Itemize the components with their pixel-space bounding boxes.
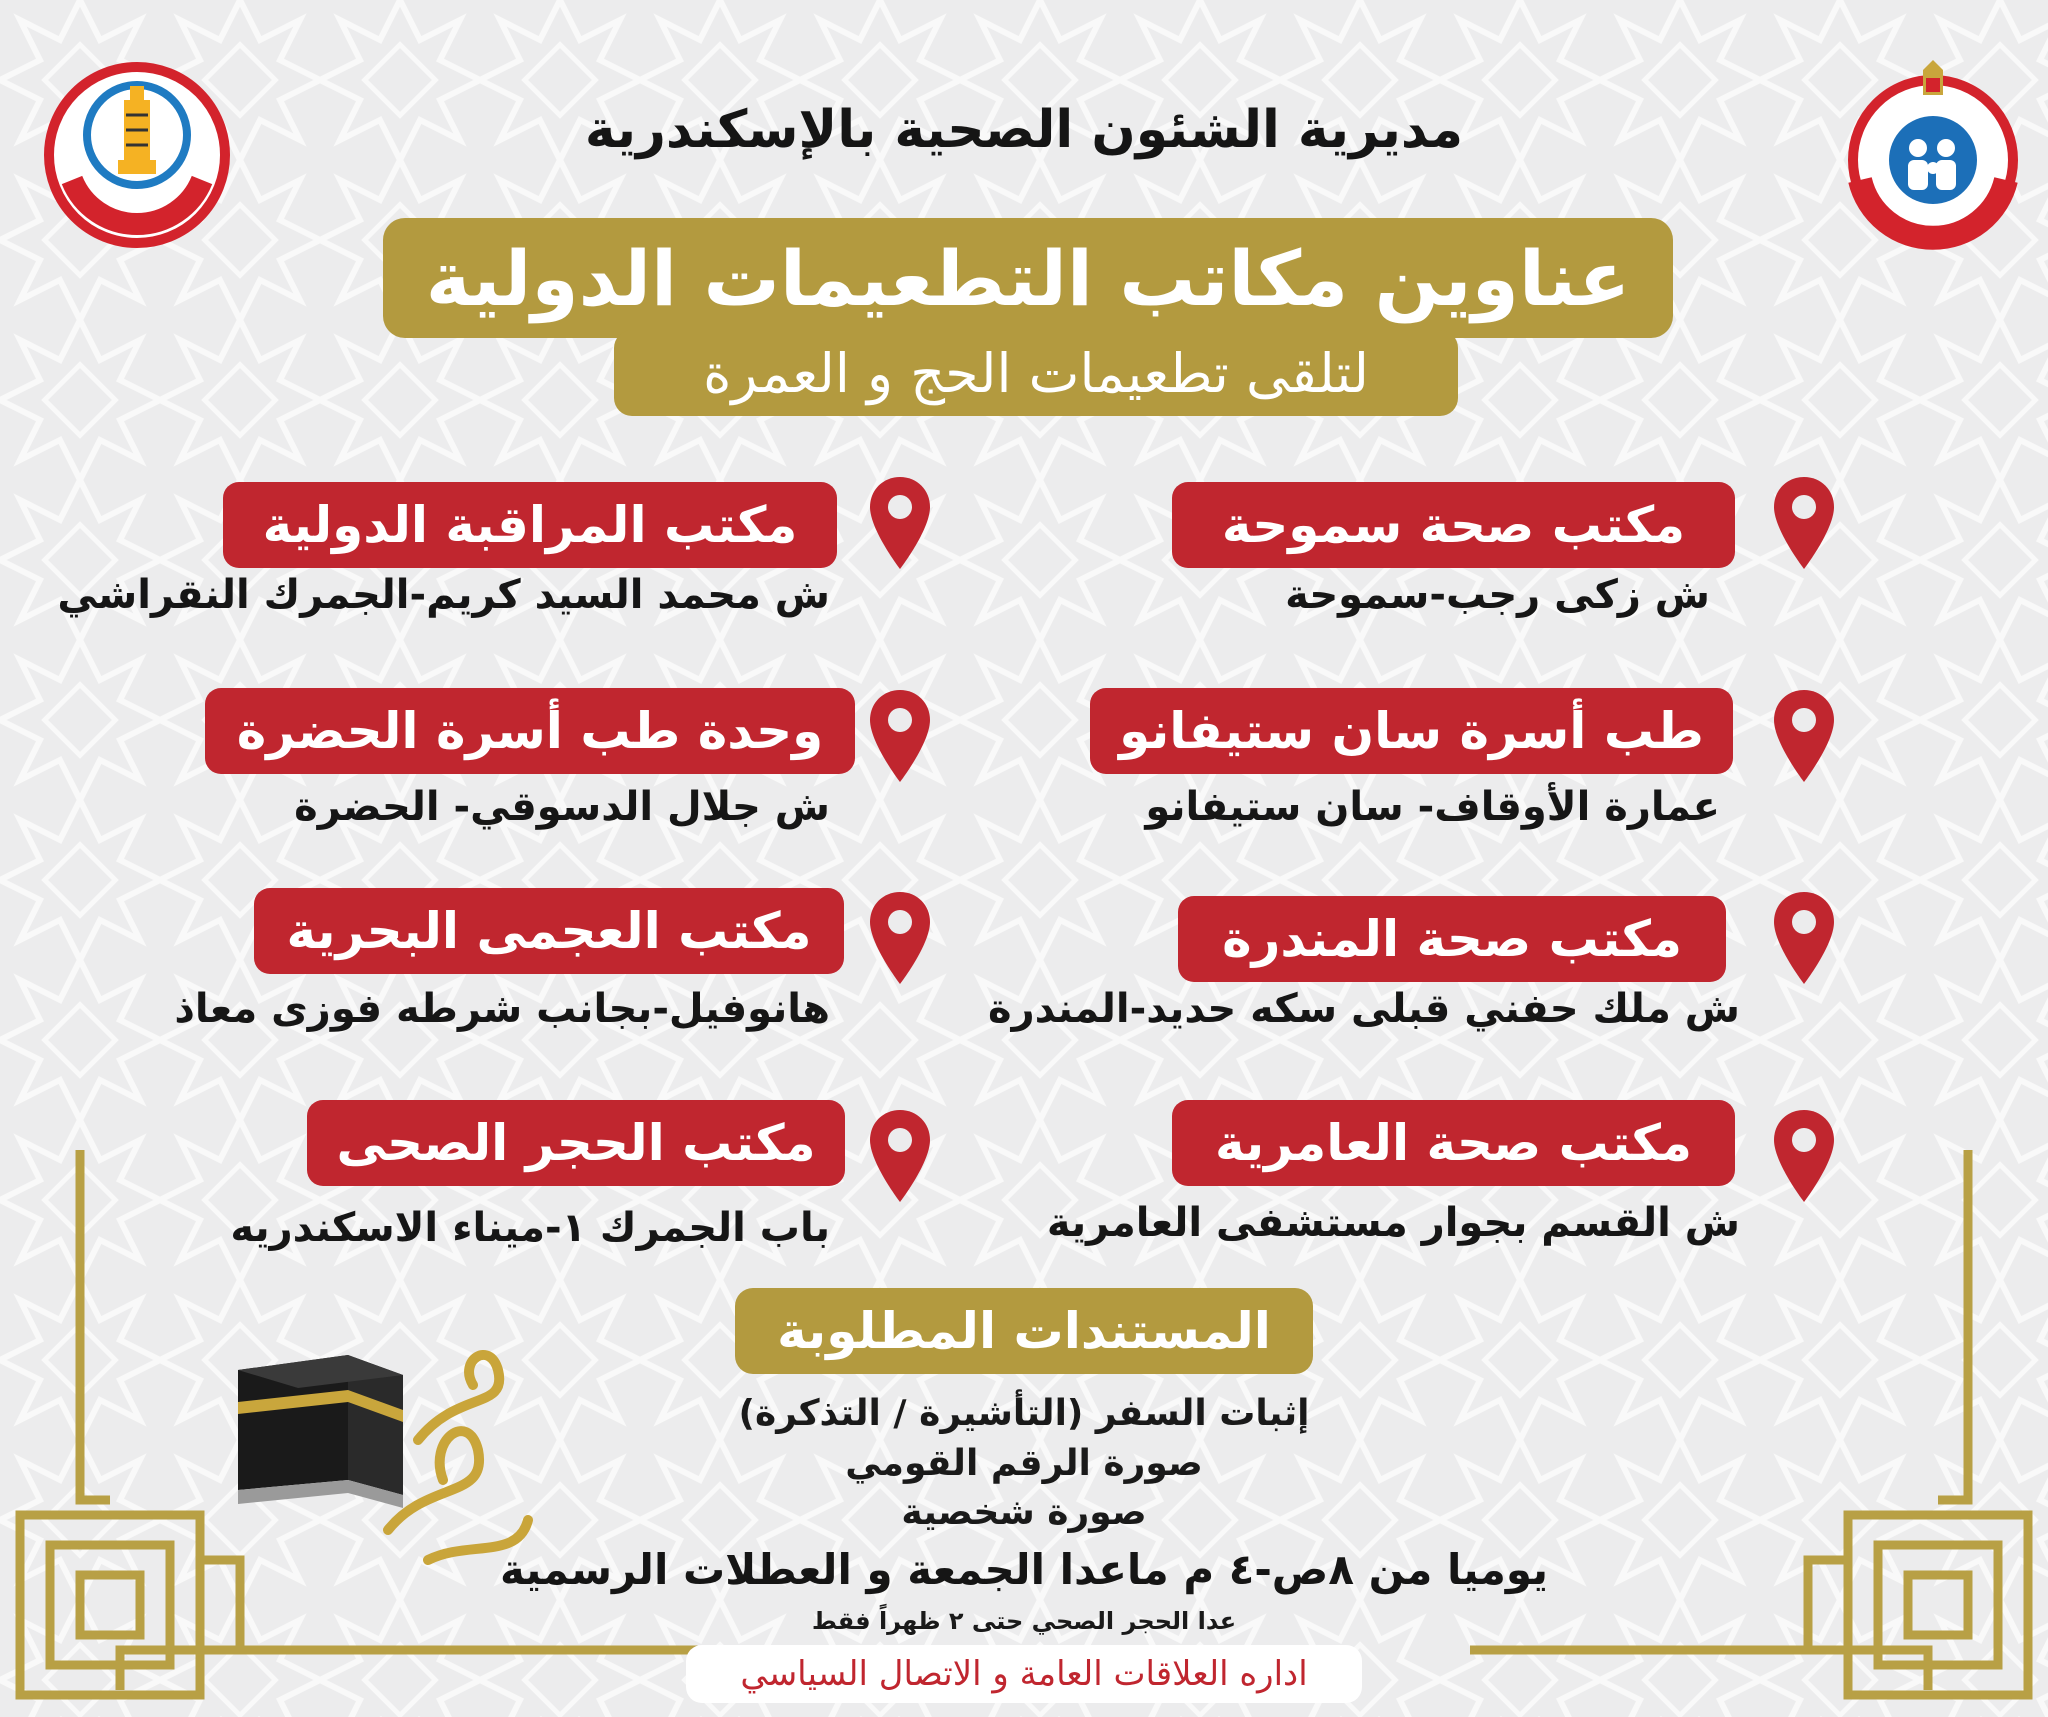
- office-address: ش محمد السيد كريم-الجمرك النقراشي: [57, 572, 830, 618]
- documents-banner: [735, 1288, 1313, 1374]
- office-name: مكتب صحة العامرية: [1172, 1100, 1735, 1186]
- location-pin-icon: [1772, 1108, 1836, 1204]
- subtitle-banner: [614, 330, 1458, 416]
- document-item: صورة شخصية: [901, 1492, 1147, 1533]
- location-pin-icon: [868, 475, 932, 571]
- location-pin-icon: [868, 688, 932, 784]
- office-address: ش زكى رجب-سموحة: [1285, 572, 1710, 618]
- office-name: طب أسرة سان ستيفانو: [1090, 688, 1733, 774]
- office-name: مكتب صحة سموحة: [1172, 482, 1735, 568]
- office-address: عمارة الأوقاف- سان ستيفانو: [1145, 784, 1720, 830]
- office-name: مكتب المراقبة الدولية: [223, 482, 837, 568]
- document-item: إثبات السفر (التأشيرة / التذكرة): [738, 1393, 1310, 1434]
- footer-banner: [686, 1645, 1362, 1703]
- documents-title: المستندات المطلوبة: [777, 1302, 1271, 1360]
- location-pin-icon: [868, 1108, 932, 1204]
- document-item: صورة الرقم القومي: [845, 1443, 1203, 1484]
- office-address: ش جلال الدسوقي- الحضرة: [294, 784, 830, 830]
- office-address: باب الجمرك ١-ميناء الاسكندريه: [230, 1205, 830, 1251]
- subtitle: لتلقى تطعيمات الحج و العمرة: [703, 341, 1369, 405]
- main-title-banner: [383, 218, 1673, 338]
- location-pin-icon: [868, 890, 932, 986]
- working-hours: يوميا من ٨ص-٤ م ماعدا الجمعة و العطلات الرسمية: [499, 1545, 1549, 1594]
- location-pin-icon: [1772, 688, 1836, 784]
- main-title: عناوين مكاتب التطعيمات الدولية: [425, 233, 1631, 323]
- office-name: مكتب الحجر الصحى: [307, 1100, 845, 1186]
- footer-text: اداره العلاقات العامة و الاتصال السياسي: [740, 1654, 1308, 1694]
- office-address: هانوفيل-بجانب شرطه فوزى معاذ: [174, 986, 830, 1032]
- office-name: مكتب صحة المندرة: [1178, 896, 1726, 982]
- office-name: مكتب العجمى البحرية: [254, 888, 844, 974]
- office-name: وحدة طب أسرة الحضرة: [205, 688, 855, 774]
- directorate-title: مديرية الشئون الصحية بالإسكندرية: [584, 100, 1464, 160]
- working-hours-note: عدا الحجر الصحي حتى ٢ ظهراً فقط: [811, 1607, 1237, 1635]
- location-pin-icon: [1772, 475, 1836, 571]
- location-pin-icon: [1772, 890, 1836, 986]
- office-address: ش ملك حفني قبلى سكه حديد-المندرة: [987, 986, 1740, 1032]
- office-address: ش القسم بجوار مستشفى العامرية: [1046, 1200, 1740, 1246]
